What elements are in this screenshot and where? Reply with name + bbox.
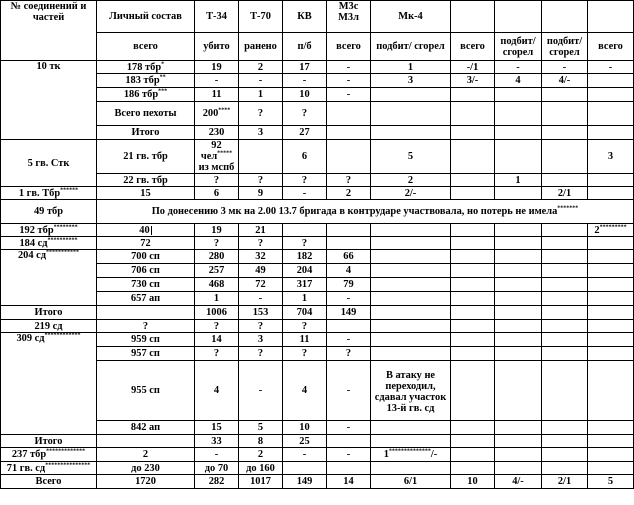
cell: 27 bbox=[283, 126, 327, 140]
cell bbox=[588, 347, 634, 361]
cell: 3 bbox=[588, 140, 634, 174]
cell bbox=[588, 250, 634, 264]
cell: 3 bbox=[371, 74, 451, 88]
cell: 2 bbox=[97, 448, 195, 462]
cell: - bbox=[283, 187, 327, 200]
cell: 4 bbox=[283, 361, 327, 421]
header-empty bbox=[451, 1, 495, 33]
cell bbox=[371, 306, 451, 320]
text-cursor bbox=[151, 226, 152, 235]
cell: 182 bbox=[283, 250, 327, 264]
cell: 153 bbox=[239, 306, 283, 320]
cell: ? bbox=[195, 174, 239, 187]
cell bbox=[371, 320, 451, 333]
cell: 178 тбр* bbox=[97, 61, 195, 74]
cell: 1017 bbox=[239, 475, 283, 489]
cell: - bbox=[495, 61, 542, 74]
cell: 5 bbox=[239, 421, 283, 435]
cell: 959 сп bbox=[97, 333, 195, 347]
cell bbox=[542, 126, 588, 140]
cell: - bbox=[588, 61, 634, 74]
header-mk4: Мк-4 bbox=[371, 1, 451, 33]
cell bbox=[495, 421, 542, 435]
cell bbox=[588, 88, 634, 102]
cell: 2/1 bbox=[542, 187, 588, 200]
cell: 3 bbox=[239, 126, 283, 140]
cell: 4 bbox=[195, 361, 239, 421]
cell bbox=[588, 174, 634, 187]
cell bbox=[239, 140, 283, 174]
cell bbox=[495, 126, 542, 140]
cell: 1 bbox=[195, 292, 239, 306]
unit-cell: 10 тк bbox=[1, 61, 97, 140]
cell: 6 bbox=[283, 140, 327, 174]
unit-cell: 184 сд********** bbox=[1, 237, 97, 250]
cell: 317 bbox=[283, 278, 327, 292]
table-row bbox=[1, 250, 634, 264]
cell: - bbox=[327, 88, 371, 102]
cell: 4/- bbox=[542, 74, 588, 88]
cell: 5 bbox=[588, 475, 634, 489]
cell: 4 bbox=[327, 264, 371, 278]
cell: ? bbox=[283, 347, 327, 361]
cell: ? bbox=[327, 174, 371, 187]
cell bbox=[371, 224, 451, 237]
cell bbox=[451, 333, 495, 347]
cell: 1006 bbox=[195, 306, 239, 320]
cell: 19 bbox=[195, 61, 239, 74]
cell: 200**** bbox=[195, 102, 239, 126]
table-row bbox=[1, 306, 634, 320]
cell: - bbox=[327, 421, 371, 435]
cell bbox=[495, 237, 542, 250]
cell: 1 bbox=[283, 292, 327, 306]
cell: 657 ап bbox=[97, 292, 195, 306]
cell bbox=[588, 278, 634, 292]
cell bbox=[588, 320, 634, 333]
cell: 14 bbox=[195, 333, 239, 347]
cell: 17 bbox=[283, 61, 327, 74]
cell: - bbox=[239, 74, 283, 88]
cell: 257 bbox=[195, 264, 239, 278]
sub-total: всего bbox=[97, 33, 195, 61]
cell bbox=[542, 292, 588, 306]
table-row bbox=[1, 224, 634, 237]
cell: 49 bbox=[239, 264, 283, 278]
cell: 15 bbox=[195, 421, 239, 435]
cell bbox=[451, 264, 495, 278]
sub-total: всего bbox=[588, 33, 634, 61]
cell: 4/- bbox=[495, 475, 542, 489]
cell: до 70 bbox=[195, 462, 239, 475]
cell: Всего пехоты bbox=[97, 102, 195, 126]
unit-cell: Всего bbox=[1, 475, 97, 489]
cell bbox=[327, 435, 371, 448]
cell bbox=[451, 237, 495, 250]
cell: 15 bbox=[97, 187, 195, 200]
cell bbox=[542, 140, 588, 174]
cell bbox=[451, 361, 495, 421]
cell bbox=[451, 224, 495, 237]
cell: до 230 bbox=[97, 462, 195, 475]
cell bbox=[542, 320, 588, 333]
unit-cell: 5 гв. Стк bbox=[1, 140, 97, 187]
unit-cell: 309 сд************ bbox=[1, 333, 97, 435]
cell: 10 bbox=[451, 475, 495, 489]
cell: 730 сп bbox=[97, 278, 195, 292]
table-row bbox=[1, 140, 634, 174]
cell: 11 bbox=[195, 88, 239, 102]
cell: ? bbox=[97, 320, 195, 333]
cell bbox=[542, 88, 588, 102]
cell bbox=[588, 435, 634, 448]
cell bbox=[588, 126, 634, 140]
cell: - bbox=[239, 292, 283, 306]
cell bbox=[542, 361, 588, 421]
cell bbox=[542, 264, 588, 278]
table-row bbox=[1, 61, 634, 74]
cell bbox=[371, 435, 451, 448]
cell bbox=[451, 320, 495, 333]
cell bbox=[495, 224, 542, 237]
cell: ? bbox=[239, 102, 283, 126]
cell: 6 bbox=[195, 187, 239, 200]
total-row bbox=[1, 475, 634, 489]
cell bbox=[495, 435, 542, 448]
cell: 3 bbox=[239, 333, 283, 347]
header-t34: Т-34 bbox=[195, 1, 239, 33]
cell: - bbox=[327, 74, 371, 88]
cell bbox=[495, 448, 542, 462]
cell bbox=[588, 421, 634, 435]
cell: ? bbox=[283, 237, 327, 250]
cell bbox=[588, 448, 634, 462]
table-row bbox=[1, 237, 634, 250]
cell bbox=[542, 102, 588, 126]
sub-hit-burned: подбит/ сгорел bbox=[542, 33, 588, 61]
unit-cell: 219 сд bbox=[1, 320, 97, 333]
cell: 280 bbox=[195, 250, 239, 264]
cell bbox=[495, 187, 542, 200]
cell: 21 bbox=[239, 224, 283, 237]
cell bbox=[495, 292, 542, 306]
cell: 706 сп bbox=[97, 264, 195, 278]
cell: 8 bbox=[239, 435, 283, 448]
cell bbox=[495, 306, 542, 320]
cell: 149 bbox=[283, 475, 327, 489]
cell bbox=[451, 126, 495, 140]
cell: 22 гв. тбр bbox=[97, 174, 195, 187]
cell: до 160 bbox=[239, 462, 283, 475]
cell bbox=[542, 250, 588, 264]
cell: - bbox=[239, 361, 283, 421]
cell bbox=[495, 320, 542, 333]
cell: 955 сп bbox=[97, 361, 195, 421]
cell: - bbox=[327, 61, 371, 74]
table-row bbox=[1, 448, 634, 462]
cell: 3/- bbox=[451, 74, 495, 88]
cell bbox=[542, 435, 588, 448]
cell bbox=[371, 237, 451, 250]
cell bbox=[327, 140, 371, 174]
cell: 2 bbox=[327, 187, 371, 200]
sub-pb: п/б bbox=[283, 33, 327, 61]
cell: - bbox=[327, 361, 371, 421]
cell: ? bbox=[327, 347, 371, 361]
header-empty bbox=[495, 1, 542, 33]
cell bbox=[542, 347, 588, 361]
cell bbox=[97, 306, 195, 320]
cell: 92 чел***** из мспб bbox=[195, 140, 239, 174]
cell bbox=[371, 421, 451, 435]
cell bbox=[588, 237, 634, 250]
cell bbox=[542, 333, 588, 347]
cell: ? bbox=[195, 237, 239, 250]
cell: ? bbox=[283, 320, 327, 333]
cell: - bbox=[283, 74, 327, 88]
cell: 2/1 bbox=[542, 475, 588, 489]
cell bbox=[495, 264, 542, 278]
cell bbox=[451, 435, 495, 448]
cell: 6/1 bbox=[371, 475, 451, 489]
header-empty bbox=[542, 1, 588, 33]
cell bbox=[588, 74, 634, 88]
cell bbox=[588, 333, 634, 347]
cell bbox=[371, 333, 451, 347]
cell bbox=[371, 88, 451, 102]
cell: 9 bbox=[239, 187, 283, 200]
cell bbox=[588, 264, 634, 278]
cell: 282 bbox=[195, 475, 239, 489]
cell: ? bbox=[239, 320, 283, 333]
note-cell: По донесению 3 мк на 2.00 13.7 бригада в контрударе участвовала, но потерь не имела******* bbox=[97, 200, 634, 224]
cell bbox=[451, 102, 495, 126]
header-t70: Т-70 bbox=[239, 1, 283, 33]
header-row bbox=[1, 1, 634, 33]
cell bbox=[371, 264, 451, 278]
cell bbox=[327, 320, 371, 333]
cell: 1 bbox=[239, 88, 283, 102]
cell bbox=[495, 333, 542, 347]
cell: ? bbox=[195, 347, 239, 361]
cell bbox=[495, 278, 542, 292]
cell bbox=[451, 347, 495, 361]
cell bbox=[283, 224, 327, 237]
cell: 149 bbox=[327, 306, 371, 320]
table-row bbox=[1, 320, 634, 333]
cell bbox=[588, 462, 634, 475]
cell bbox=[495, 462, 542, 475]
cell bbox=[451, 174, 495, 187]
cell: 2/- bbox=[371, 187, 451, 200]
cell bbox=[451, 292, 495, 306]
cell bbox=[495, 361, 542, 421]
cell bbox=[371, 292, 451, 306]
cell: ? bbox=[283, 102, 327, 126]
cell: 700 сп bbox=[97, 250, 195, 264]
cell bbox=[283, 462, 327, 475]
cell: ? bbox=[239, 174, 283, 187]
cell: 72 bbox=[239, 278, 283, 292]
header-m3: М3с М3л bbox=[327, 1, 371, 33]
cell bbox=[542, 278, 588, 292]
cell: 19 bbox=[195, 224, 239, 237]
cell bbox=[588, 361, 634, 421]
cell: 1720 bbox=[97, 475, 195, 489]
cell bbox=[495, 250, 542, 264]
cell bbox=[495, 347, 542, 361]
cell bbox=[451, 421, 495, 435]
cell: ? bbox=[239, 237, 283, 250]
cell bbox=[451, 88, 495, 102]
cell bbox=[542, 448, 588, 462]
cell bbox=[451, 462, 495, 475]
cell bbox=[327, 126, 371, 140]
cell bbox=[451, 140, 495, 174]
unit-cell: Итого bbox=[1, 435, 97, 448]
cell: - bbox=[327, 292, 371, 306]
cell bbox=[495, 88, 542, 102]
cell: 204 bbox=[283, 264, 327, 278]
cell bbox=[451, 278, 495, 292]
cell bbox=[371, 250, 451, 264]
cell bbox=[542, 421, 588, 435]
cell: 1 bbox=[495, 174, 542, 187]
unit-cell: 192 тбр******** bbox=[1, 224, 97, 237]
cell: -/1 bbox=[451, 61, 495, 74]
unit-cell: 204 сд*********** bbox=[1, 250, 97, 306]
unit-cell: 237 тбр************* bbox=[1, 448, 97, 462]
cell: - bbox=[542, 61, 588, 74]
cell: 468 bbox=[195, 278, 239, 292]
cell bbox=[327, 237, 371, 250]
cell: 4 bbox=[495, 74, 542, 88]
header-empty bbox=[588, 1, 634, 33]
cell: 2********* bbox=[588, 224, 634, 237]
cell bbox=[327, 224, 371, 237]
header-kv: КВ bbox=[283, 1, 327, 33]
cell bbox=[371, 102, 451, 126]
cell: Итого bbox=[97, 126, 195, 140]
sub-total: всего bbox=[451, 33, 495, 61]
cell: 66 bbox=[327, 250, 371, 264]
cell: - bbox=[283, 448, 327, 462]
cell bbox=[371, 347, 451, 361]
cell: 5 bbox=[371, 140, 451, 174]
cell bbox=[588, 102, 634, 126]
cell: 183 тбр** bbox=[97, 74, 195, 88]
cell: 2 bbox=[239, 448, 283, 462]
sub-wounded: ранено bbox=[239, 33, 283, 61]
table-row bbox=[1, 200, 634, 224]
table-row bbox=[1, 462, 634, 475]
cell bbox=[97, 435, 195, 448]
cell: 10 bbox=[283, 421, 327, 435]
cell: 40 bbox=[97, 224, 195, 237]
cell bbox=[542, 306, 588, 320]
cell bbox=[451, 306, 495, 320]
cell bbox=[542, 462, 588, 475]
header-personnel: Личный состав bbox=[97, 1, 195, 33]
header-units: № соединений и частей bbox=[1, 1, 97, 61]
cell: 11 bbox=[283, 333, 327, 347]
sub-total: всего bbox=[327, 33, 371, 61]
cell: ? bbox=[195, 320, 239, 333]
cell bbox=[542, 237, 588, 250]
cell bbox=[495, 102, 542, 126]
cell: 186 тбр*** bbox=[97, 88, 195, 102]
cell: 1 bbox=[371, 61, 451, 74]
cell bbox=[451, 187, 495, 200]
cell bbox=[451, 448, 495, 462]
cell bbox=[542, 224, 588, 237]
cell: 21 гв. тбр bbox=[97, 140, 195, 174]
cell bbox=[588, 306, 634, 320]
cell bbox=[495, 140, 542, 174]
cell: - bbox=[327, 333, 371, 347]
cell: - bbox=[195, 448, 239, 462]
cell bbox=[371, 278, 451, 292]
cell bbox=[327, 462, 371, 475]
cell bbox=[371, 462, 451, 475]
table-row bbox=[1, 333, 634, 347]
sub-hit-burned: подбит/ сгорел bbox=[371, 33, 451, 61]
cell: 33 bbox=[195, 435, 239, 448]
table-row bbox=[1, 435, 634, 448]
cell: 1**************/- bbox=[371, 448, 451, 462]
cell bbox=[371, 126, 451, 140]
cell: 2 bbox=[371, 174, 451, 187]
cell: 230 bbox=[195, 126, 239, 140]
cell: 32 bbox=[239, 250, 283, 264]
cell: 704 bbox=[283, 306, 327, 320]
cell: 842 ап bbox=[97, 421, 195, 435]
cell: - bbox=[195, 74, 239, 88]
cell: 10 bbox=[283, 88, 327, 102]
cell: - bbox=[327, 448, 371, 462]
sub-hit-burned: подбит/ сгорел bbox=[495, 33, 542, 61]
cell bbox=[327, 102, 371, 126]
cell bbox=[542, 174, 588, 187]
cell bbox=[588, 292, 634, 306]
note-cell: В атаку не переходил, сдавал участок 13-й гв. сд bbox=[371, 361, 451, 421]
unit-cell: Итого bbox=[1, 306, 97, 320]
cell: ? bbox=[239, 347, 283, 361]
unit-cell: 49 тбр bbox=[1, 200, 97, 224]
cell bbox=[451, 250, 495, 264]
cell: 957 сп bbox=[97, 347, 195, 361]
cell: ? bbox=[283, 174, 327, 187]
sub-killed: убито bbox=[195, 33, 239, 61]
unit-cell: 71 гв. сд*************** bbox=[1, 462, 97, 475]
cell: 72 bbox=[97, 237, 195, 250]
unit-cell: 1 гв. Тбр****** bbox=[1, 187, 97, 200]
cell bbox=[588, 187, 634, 200]
cell: 79 bbox=[327, 278, 371, 292]
cell: 2 bbox=[239, 61, 283, 74]
table-row bbox=[1, 187, 634, 200]
cell: 25 bbox=[283, 435, 327, 448]
cell: 14 bbox=[327, 475, 371, 489]
